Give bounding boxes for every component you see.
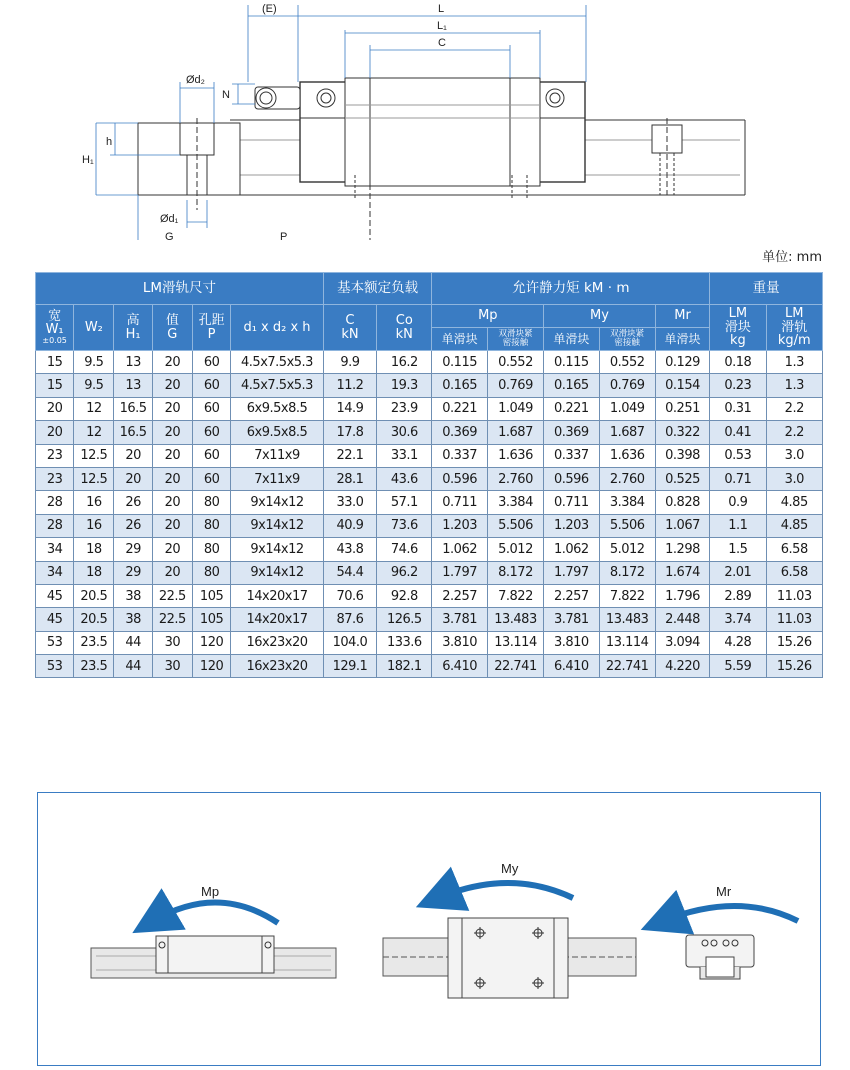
- cell-co: 92.8: [377, 584, 432, 607]
- cell-dims: 16x23x20: [231, 631, 324, 654]
- cell-p: 105: [192, 608, 230, 631]
- cell-w1: 53: [36, 631, 74, 654]
- cell-p: 60: [192, 444, 230, 467]
- cell-lm-block-kg: 0.71: [710, 467, 766, 490]
- cell-my-double: 1.687: [599, 421, 655, 444]
- cell-mr-single: 1.298: [655, 538, 709, 561]
- cell-co: 182.1: [377, 655, 432, 678]
- table-row: [36, 421, 823, 444]
- cell-g: 20: [152, 514, 192, 537]
- cell-my-single: 0.221: [544, 397, 599, 420]
- cell-dims: 16x23x20: [231, 655, 324, 678]
- label-l1: L₁: [437, 20, 447, 32]
- cell-mp-double: 7.822: [487, 584, 543, 607]
- cell-mp-single: 0.165: [432, 374, 487, 397]
- cell-mp-single: 0.337: [432, 444, 487, 467]
- my-label: My: [501, 861, 519, 876]
- cell-g: 20: [152, 561, 192, 584]
- cell-mr-single: 4.220: [655, 655, 709, 678]
- cell-mp-double: 5.012: [487, 538, 543, 561]
- cell-lm-rail-kgm: 4.85: [766, 491, 822, 514]
- col-h1: 高 H₁: [114, 305, 152, 351]
- cell-my-double: 8.172: [599, 561, 655, 584]
- cell-mp-single: 1.203: [432, 514, 487, 537]
- col-c: C kN: [323, 305, 376, 351]
- col-w1: 宽 W₁ ±0.05: [36, 305, 74, 351]
- table-row: [36, 467, 823, 490]
- cell-my-double: 5.506: [599, 514, 655, 537]
- cell-mr-single: 1.067: [655, 514, 709, 537]
- col-p: 孔距 P: [192, 305, 230, 351]
- cell-h1: 26: [114, 514, 152, 537]
- cell-lm-rail-kgm: 2.2: [766, 421, 822, 444]
- cell-w2: 20.5: [74, 608, 114, 631]
- moment-diagrams: [38, 793, 820, 1065]
- label-n: N: [222, 89, 230, 101]
- cell-c: 22.1: [323, 444, 376, 467]
- col-w2: W₂: [74, 305, 114, 351]
- cell-w2: 23.5: [74, 631, 114, 654]
- cell-g: 20: [152, 491, 192, 514]
- cell-c: 87.6: [323, 608, 376, 631]
- cell-mr-single: 0.251: [655, 397, 709, 420]
- cell-dims: 14x20x17: [231, 584, 324, 607]
- cell-lm-block-kg: 0.18: [710, 351, 766, 374]
- cell-co: 133.6: [377, 631, 432, 654]
- cell-my-double: 13.114: [599, 631, 655, 654]
- cell-my-single: 1.203: [544, 514, 599, 537]
- cell-co: 74.6: [377, 538, 432, 561]
- cell-my-single: 1.062: [544, 538, 599, 561]
- cell-dims: 9x14x12: [231, 514, 324, 537]
- cell-lm-block-kg: 0.23: [710, 374, 766, 397]
- col-g: 值 G: [152, 305, 192, 351]
- cell-lm-block-kg: 2.01: [710, 561, 766, 584]
- cell-c: 129.1: [323, 655, 376, 678]
- cell-g: 20: [152, 467, 192, 490]
- cell-my-double: 22.741: [599, 655, 655, 678]
- cell-w2: 12: [74, 421, 114, 444]
- cell-lm-rail-kgm: 6.58: [766, 561, 822, 584]
- cell-w1: 28: [36, 491, 74, 514]
- cell-h1: 44: [114, 655, 152, 678]
- cell-co: 33.1: [377, 444, 432, 467]
- cell-mr-single: 0.525: [655, 467, 709, 490]
- cell-mp-single: 0.711: [432, 491, 487, 514]
- cell-w1: 28: [36, 514, 74, 537]
- cell-lm-block-kg: 0.41: [710, 421, 766, 444]
- mr-label: Mr: [716, 884, 732, 899]
- cell-lm-block-kg: 3.74: [710, 608, 766, 631]
- header-load: 基本额定负载: [323, 273, 432, 305]
- label-l: L: [438, 3, 445, 15]
- cell-mp-single: 1.797: [432, 561, 487, 584]
- cell-c: 11.2: [323, 374, 376, 397]
- cell-h1: 13: [114, 351, 152, 374]
- cell-g: 22.5: [152, 584, 192, 607]
- cell-my-single: 0.711: [544, 491, 599, 514]
- cell-mp-double: 0.769: [487, 374, 543, 397]
- cell-mp-single: 1.062: [432, 538, 487, 561]
- cell-dims: 7x11x9: [231, 467, 324, 490]
- cell-mp-single: 0.369: [432, 421, 487, 444]
- cell-lm-block-kg: 4.28: [710, 631, 766, 654]
- label-d2: Ød₂: [186, 74, 205, 86]
- cell-w1: 34: [36, 538, 74, 561]
- table-row: [36, 608, 823, 631]
- mp-diagram: [91, 884, 336, 978]
- cell-dims: 6x9.5x8.5: [231, 397, 324, 420]
- cell-co: 96.2: [377, 561, 432, 584]
- col-mp-double: 双滑块紧 密接触: [487, 328, 543, 351]
- cell-w2: 12.5: [74, 444, 114, 467]
- cell-mr-single: 0.129: [655, 351, 709, 374]
- cell-dims: 9x14x12: [231, 538, 324, 561]
- cell-g: 20: [152, 397, 192, 420]
- cell-mp-single: 6.410: [432, 655, 487, 678]
- cell-p: 80: [192, 491, 230, 514]
- cell-lm-block-kg: 0.9: [710, 491, 766, 514]
- my-diagram: [383, 861, 636, 998]
- cell-mp-double: 0.552: [487, 351, 543, 374]
- table-row: [36, 351, 823, 374]
- cell-w1: 34: [36, 561, 74, 584]
- cell-h1: 16.5: [114, 421, 152, 444]
- cell-p: 60: [192, 374, 230, 397]
- cell-co: 23.9: [377, 397, 432, 420]
- table-row: [36, 584, 823, 607]
- cell-c: 33.0: [323, 491, 376, 514]
- cell-p: 60: [192, 351, 230, 374]
- cell-my-single: 0.369: [544, 421, 599, 444]
- cell-w2: 12.5: [74, 467, 114, 490]
- cell-c: 14.9: [323, 397, 376, 420]
- cell-mp-single: 0.115: [432, 351, 487, 374]
- cell-w2: 16: [74, 491, 114, 514]
- cell-c: 40.9: [323, 514, 376, 537]
- cell-h1: 26: [114, 491, 152, 514]
- col-lm-block: LM 滑块 kg: [710, 305, 766, 351]
- cell-mp-single: 2.257: [432, 584, 487, 607]
- cell-w1: 53: [36, 655, 74, 678]
- cell-h1: 13: [114, 374, 152, 397]
- cell-mr-single: 2.448: [655, 608, 709, 631]
- cell-p: 120: [192, 655, 230, 678]
- cell-lm-rail-kgm: 11.03: [766, 608, 822, 631]
- label-h1: H₁: [82, 154, 94, 166]
- label-e: (E): [262, 3, 277, 15]
- cell-dims: 9x14x12: [231, 561, 324, 584]
- mp-label: Mp: [201, 884, 220, 899]
- table-row: [36, 397, 823, 420]
- cell-lm-rail-kgm: 1.3: [766, 374, 822, 397]
- spec-table: [35, 272, 823, 678]
- cell-dims: 9x14x12: [231, 491, 324, 514]
- cell-mp-double: 2.760: [487, 467, 543, 490]
- moment-illustration-box: [37, 792, 821, 1066]
- cell-lm-rail-kgm: 3.0: [766, 467, 822, 490]
- cell-lm-block-kg: 0.53: [710, 444, 766, 467]
- cell-mr-single: 1.796: [655, 584, 709, 607]
- mr-diagram: [663, 884, 798, 979]
- cell-g: 20: [152, 444, 192, 467]
- cell-h1: 29: [114, 561, 152, 584]
- cell-h1: 38: [114, 584, 152, 607]
- cell-my-double: 7.822: [599, 584, 655, 607]
- cell-my-double: 0.769: [599, 374, 655, 397]
- col-mp: Mp: [432, 305, 544, 328]
- cell-p: 80: [192, 538, 230, 561]
- cell-g: 30: [152, 655, 192, 678]
- cell-mp-double: 1.636: [487, 444, 543, 467]
- cell-lm-block-kg: 5.59: [710, 655, 766, 678]
- cell-mp-single: 3.781: [432, 608, 487, 631]
- cell-dims: 6x9.5x8.5: [231, 421, 324, 444]
- cell-lm-rail-kgm: 6.58: [766, 538, 822, 561]
- label-h: h: [106, 136, 113, 148]
- cell-c: 43.8: [323, 538, 376, 561]
- cell-w2: 18: [74, 538, 114, 561]
- cell-mr-single: 1.674: [655, 561, 709, 584]
- table-row: [36, 374, 823, 397]
- col-mp-single: 单滑块: [432, 328, 487, 351]
- cell-mr-single: 0.154: [655, 374, 709, 397]
- table-row: [36, 538, 823, 561]
- cell-mr-single: 0.322: [655, 421, 709, 444]
- cell-p: 80: [192, 561, 230, 584]
- cell-my-single: 0.596: [544, 467, 599, 490]
- cell-h1: 20: [114, 444, 152, 467]
- label-c: C: [438, 37, 446, 49]
- cell-lm-rail-kgm: 2.2: [766, 397, 822, 420]
- cell-c: 104.0: [323, 631, 376, 654]
- cell-my-single: 3.781: [544, 608, 599, 631]
- cell-c: 17.8: [323, 421, 376, 444]
- col-co: Co kN: [377, 305, 432, 351]
- cell-dims: 7x11x9: [231, 444, 324, 467]
- table-row: [36, 655, 823, 678]
- cell-w1: 20: [36, 421, 74, 444]
- cell-my-double: 3.384: [599, 491, 655, 514]
- cell-w1: 15: [36, 351, 74, 374]
- cell-my-single: 3.810: [544, 631, 599, 654]
- cell-lm-block-kg: 1.1: [710, 514, 766, 537]
- cell-my-double: 13.483: [599, 608, 655, 631]
- rail-block-dimension-drawing: [0, 0, 850, 240]
- cell-w1: 45: [36, 584, 74, 607]
- cell-lm-rail-kgm: 4.85: [766, 514, 822, 537]
- cell-c: 28.1: [323, 467, 376, 490]
- table-row: [36, 561, 823, 584]
- cell-my-double: 1.636: [599, 444, 655, 467]
- cell-c: 54.4: [323, 561, 376, 584]
- cell-mp-single: 3.810: [432, 631, 487, 654]
- cell-my-double: 2.760: [599, 467, 655, 490]
- header-weight: 重量: [710, 273, 823, 305]
- label-g: G: [165, 231, 174, 240]
- cell-mp-double: 5.506: [487, 514, 543, 537]
- cell-mr-single: 0.828: [655, 491, 709, 514]
- table-row: [36, 444, 823, 467]
- cell-mp-double: 3.384: [487, 491, 543, 514]
- cell-g: 22.5: [152, 608, 192, 631]
- cell-p: 80: [192, 514, 230, 537]
- cell-mr-single: 0.398: [655, 444, 709, 467]
- cell-co: 57.1: [377, 491, 432, 514]
- cell-my-single: 6.410: [544, 655, 599, 678]
- cell-h1: 38: [114, 608, 152, 631]
- col-lm-rail: LM 滑轨 kg/m: [766, 305, 822, 351]
- cell-lm-block-kg: 0.31: [710, 397, 766, 420]
- cell-w1: 23: [36, 444, 74, 467]
- unit-label: 单位: mm: [762, 250, 822, 265]
- cell-g: 20: [152, 538, 192, 561]
- cell-dims: 4.5x7.5x5.3: [231, 351, 324, 374]
- cell-my-single: 2.257: [544, 584, 599, 607]
- cell-w2: 12: [74, 397, 114, 420]
- cell-mp-single: 0.221: [432, 397, 487, 420]
- cell-mp-single: 0.596: [432, 467, 487, 490]
- cell-p: 105: [192, 584, 230, 607]
- cell-mp-double: 8.172: [487, 561, 543, 584]
- cell-lm-block-kg: 1.5: [710, 538, 766, 561]
- cell-w1: 23: [36, 467, 74, 490]
- cell-lm-rail-kgm: 15.26: [766, 631, 822, 654]
- cell-w2: 20.5: [74, 584, 114, 607]
- cell-mp-double: 1.049: [487, 397, 543, 420]
- cell-co: 16.2: [377, 351, 432, 374]
- cell-my-double: 5.012: [599, 538, 655, 561]
- table-row: [36, 491, 823, 514]
- cell-lm-block-kg: 2.89: [710, 584, 766, 607]
- cell-p: 60: [192, 421, 230, 444]
- cell-w2: 23.5: [74, 655, 114, 678]
- table-row: [36, 631, 823, 654]
- cell-my-single: 0.337: [544, 444, 599, 467]
- cell-w2: 9.5: [74, 351, 114, 374]
- cell-w2: 16: [74, 514, 114, 537]
- cell-w1: 20: [36, 397, 74, 420]
- cell-mp-double: 13.114: [487, 631, 543, 654]
- cell-my-single: 1.797: [544, 561, 599, 584]
- col-mr: Mr: [655, 305, 709, 328]
- cell-dims: 4.5x7.5x5.3: [231, 374, 324, 397]
- cell-my-single: 0.115: [544, 351, 599, 374]
- header-moment: 允许静力矩 kM · m: [432, 273, 710, 305]
- cell-h1: 16.5: [114, 397, 152, 420]
- col-mr-single: 单滑块: [655, 328, 709, 351]
- cell-co: 19.3: [377, 374, 432, 397]
- cell-mp-double: 13.483: [487, 608, 543, 631]
- cell-h1: 20: [114, 467, 152, 490]
- cell-g: 20: [152, 351, 192, 374]
- cell-w2: 18: [74, 561, 114, 584]
- col-my-single: 单滑块: [544, 328, 599, 351]
- cell-my-double: 0.552: [599, 351, 655, 374]
- cell-lm-rail-kgm: 3.0: [766, 444, 822, 467]
- cell-p: 60: [192, 467, 230, 490]
- col-my: My: [544, 305, 656, 328]
- cell-lm-rail-kgm: 11.03: [766, 584, 822, 607]
- cell-lm-rail-kgm: 15.26: [766, 655, 822, 678]
- cell-g: 30: [152, 631, 192, 654]
- cell-w1: 45: [36, 608, 74, 631]
- cell-h1: 29: [114, 538, 152, 561]
- cell-co: 30.6: [377, 421, 432, 444]
- col-dims: d₁ x d₂ x h: [231, 305, 324, 351]
- cell-h1: 44: [114, 631, 152, 654]
- cell-w2: 9.5: [74, 374, 114, 397]
- cell-c: 70.6: [323, 584, 376, 607]
- label-p: P: [280, 231, 288, 240]
- label-d1: Ød₁: [160, 213, 179, 225]
- cell-c: 9.9: [323, 351, 376, 374]
- header-rail-size: LM滑轨尺寸: [36, 273, 324, 305]
- cell-dims: 14x20x17: [231, 608, 324, 631]
- cell-p: 120: [192, 631, 230, 654]
- cell-mp-double: 22.741: [487, 655, 543, 678]
- cell-my-single: 0.165: [544, 374, 599, 397]
- cell-my-double: 1.049: [599, 397, 655, 420]
- cell-mr-single: 3.094: [655, 631, 709, 654]
- cell-co: 73.6: [377, 514, 432, 537]
- spec-table-body: [36, 351, 823, 678]
- cell-co: 43.6: [377, 467, 432, 490]
- cell-lm-rail-kgm: 1.3: [766, 351, 822, 374]
- cell-g: 20: [152, 421, 192, 444]
- col-my-double: 双滑块紧 密接触: [599, 328, 655, 351]
- cell-co: 126.5: [377, 608, 432, 631]
- cell-p: 60: [192, 397, 230, 420]
- cell-mp-double: 1.687: [487, 421, 543, 444]
- table-row: [36, 514, 823, 537]
- cell-w1: 15: [36, 374, 74, 397]
- cell-g: 20: [152, 374, 192, 397]
